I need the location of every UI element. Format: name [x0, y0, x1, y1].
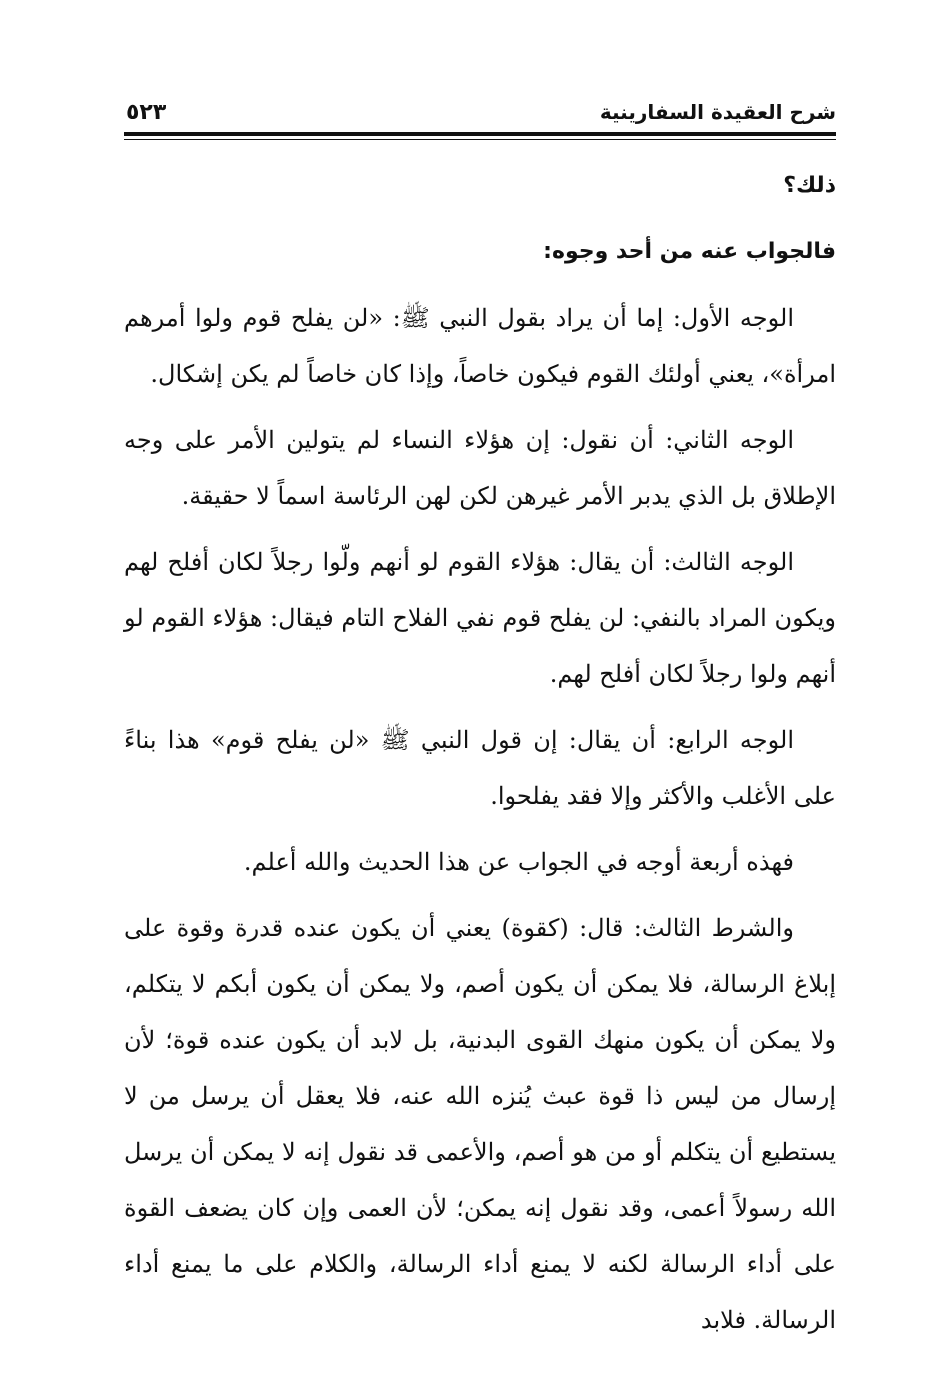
page-body [124, 158, 836, 1358]
header-rule-thick [124, 132, 836, 136]
paragraph-answer-intro: فالجواب عنه من أحد وجوه: [543, 239, 836, 264]
paragraph-summary: فهذه أربعة أوجه في الجواب عن هذا الحديث والله أعلم. [243, 848, 794, 876]
paragraph-fourth-aspect: الوجه الرابع: أن يقال: إن قول النبي ﷺ «لن يفلح قوم» هذا بناءً على الأغلب والأكثر وإلا فقد يفلحوا. [124, 726, 836, 810]
page-number: ٥٢٣ [126, 100, 167, 125]
header-rule-thin [124, 139, 836, 140]
page-header [124, 100, 836, 144]
running-title: شرح العقيدة السفارينية [599, 100, 836, 124]
paragraph-question-end: ذلك؟ [783, 173, 836, 198]
paragraph-third-condition: والشرط الثالث: قال: (كقوة) يعني أن يكون عنده قدرة وقوة على إبلاغ الرسالة، فلا يمكن أن يكون أصم، ولا يمكن أن يكون أبكم لا يتكلم، ولا يمكن أن يكون منهك القوى البدنية، بل لابد أن يكون عنده قوة؛ لأن إرسال من ليس ذا قوة عبث يُنزه الله عنه، فلا يعقل أن يرسل من لا يستطيع أن يتكلم أو من هو أصم، والأعمى قد نقول إنه لا يمكن أن يرسل الله رسولاً أعمى، وقد نقول إنه يمكن؛ لأن العمى وإن كان يضعف القوة على أداء الرسالة لكنه لا يمنع أداء الرسالة، والكلام على ما يمنع أداء الرسالة. فلابد [124, 914, 836, 1334]
paragraph-third-aspect: الوجه الثالث: أن يقال: هؤلاء القوم لو أنهم ولّوا رجلاً لكان أفلح لهم ويكون المراد بالنفي: لن يفلح قوم نفي الفلاح التام فيقال: هؤلاء القوم لو أنهم ولوا رجلاً لكان أفلح لهم. [124, 548, 836, 688]
paragraph-first-aspect: الوجه الأول: إما أن يراد بقول النبي ﷺ: «لن يفلح قوم ولوا أمرهم امرأة»، يعني أولئك القوم فيكون خاصاً، وإذا كان خاصاً لم يكن إشكال. [124, 304, 836, 388]
paragraph-second-aspect: الوجه الثاني: أن نقول: إن هؤلاء النساء لم يتولين الأمر على وجه الإطلاق بل الذي يدبر الأمر غيرهن لكن لهن الرئاسة اسماً لا حقيقة. [124, 426, 836, 510]
